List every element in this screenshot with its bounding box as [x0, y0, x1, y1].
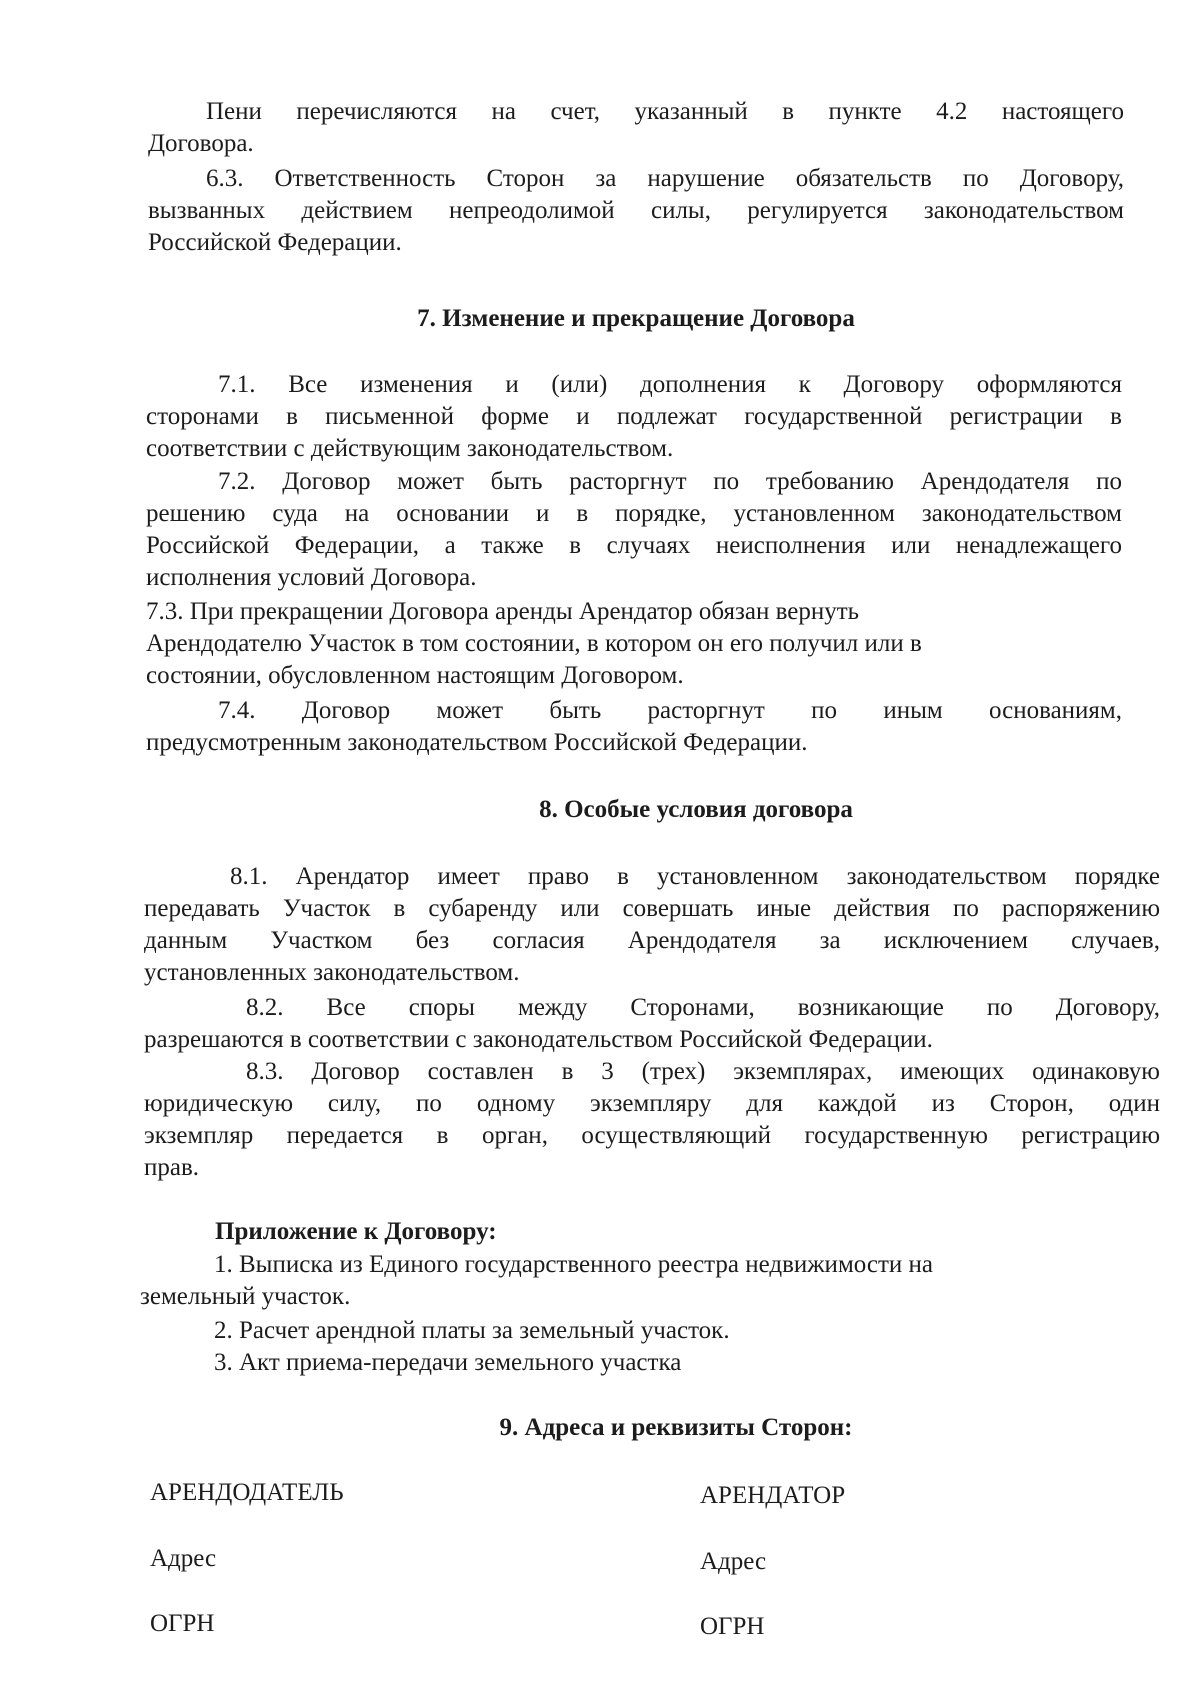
annex-item-2: 2. Расчет арендной платы за земельный участок.: [214, 1317, 730, 1344]
text-line: данным Участком без согласия Арендодателя за исключением случаев,: [144, 927, 1160, 954]
text-line: экземпляр передается в орган, осуществляющий государственную регистрацию: [144, 1122, 1160, 1149]
paragraph-6-3: [148, 163, 1124, 259]
lessee-ogrn-label: ОГРН: [700, 1613, 765, 1640]
section-heading-8: 8. Особые условия договора: [539, 796, 853, 823]
text-line: разрешаются в соответствии с законодательством Российской Федерации.: [144, 1026, 933, 1053]
text-line: 8.2. Все споры между Сторонами, возникающие по Договору,: [246, 994, 1160, 1021]
text-line: юридическую силу, по одному экземпляру для каждой из Сторон, один: [144, 1090, 1160, 1117]
text-line: земельный участок.: [140, 1283, 351, 1310]
annex-heading: Приложение к Договору:: [215, 1218, 497, 1245]
paragraph-8-2: [144, 992, 1160, 1056]
text-line: 1. Выписка из Единого государственного реестра недвижимости на: [214, 1251, 934, 1278]
text-line: 7.2. Договор может быть расторгнут по требованию Арендодателя по: [218, 468, 1122, 495]
lessee-address-label: Адрес: [700, 1548, 767, 1575]
text-line: 7.4. Договор может быть расторгнут по иным основаниям,: [218, 697, 1122, 724]
text-line: вызванных действием непреодолимой силы, регулируется законодательством: [148, 197, 1124, 224]
section-heading-7: 7. Изменение и прекращение Договора: [417, 305, 855, 332]
text-line: 6.3. Ответственность Сторон за нарушение обязательств по Договору,: [206, 165, 1124, 192]
text-line: передавать Участок в субаренду или совершать иные действия по распоряжению: [144, 895, 1160, 922]
text-line: 7.1. Все изменения и (или) дополнения к Договору оформляются: [218, 371, 1122, 398]
annex-item-1: [140, 1249, 1040, 1313]
paragraph-7-1: [146, 369, 1122, 465]
text-line: установленных законодательством.: [144, 959, 520, 986]
paragraph-7-2: [146, 466, 1122, 594]
text-line: Договора.: [148, 130, 254, 157]
text-line: 7.3. При прекращении Договора аренды Арендатор обязан вернуть: [146, 598, 860, 625]
annex-item-3: 3. Акт приема-передачи земельного участка: [214, 1349, 682, 1376]
text-line: Пени перечисляются на счет, указанный в пункте 4.2 настоящего: [206, 98, 1124, 125]
paragraph-8-3: [144, 1056, 1160, 1184]
text-line: Российской Федерации, а также в случаях неисполнения или ненадлежащего: [146, 532, 1122, 559]
text-line: соответствии с действующим законодательством.: [146, 435, 674, 462]
paragraph-7-4: [146, 695, 1122, 759]
section-heading-9: 9. Адреса и реквизиты Сторон:: [499, 1414, 853, 1441]
text-line: Российской Федерации.: [148, 229, 402, 256]
text-line: решению суда на основании и в порядке, установленном законодательством: [146, 500, 1122, 527]
text-line: прав.: [144, 1154, 200, 1181]
lessor-title: АРЕНДОДАТЕЛЬ: [150, 1479, 344, 1506]
paragraph-6-2-continuation: [148, 96, 1124, 160]
text-line: 8.3. Договор составлен в 3 (трех) экземплярах, имеющих одинаковую: [246, 1058, 1160, 1085]
paragraph-8-1: [144, 861, 1160, 989]
lessor-ogrn-label: ОГРН: [150, 1610, 215, 1637]
text-line: предусмотренным законодательством Российской Федерации.: [146, 729, 808, 756]
paragraph-7-3: [146, 596, 1046, 692]
text-line: Арендодателю Участок в том состоянии, в котором он его получил или в: [146, 630, 922, 657]
text-line: состоянии, обусловленном настоящим Договором.: [146, 662, 684, 689]
lessee-title: АРЕНДАТОР: [700, 1482, 846, 1509]
lessor-address-label: Адрес: [150, 1545, 217, 1572]
text-line: исполнения условий Договора.: [146, 564, 477, 591]
text-line: 8.1. Арендатор имеет право в установленном законодательством порядке: [230, 863, 1160, 890]
text-line: сторонами в письменной форме и подлежат государственной регистрации в: [146, 403, 1122, 430]
